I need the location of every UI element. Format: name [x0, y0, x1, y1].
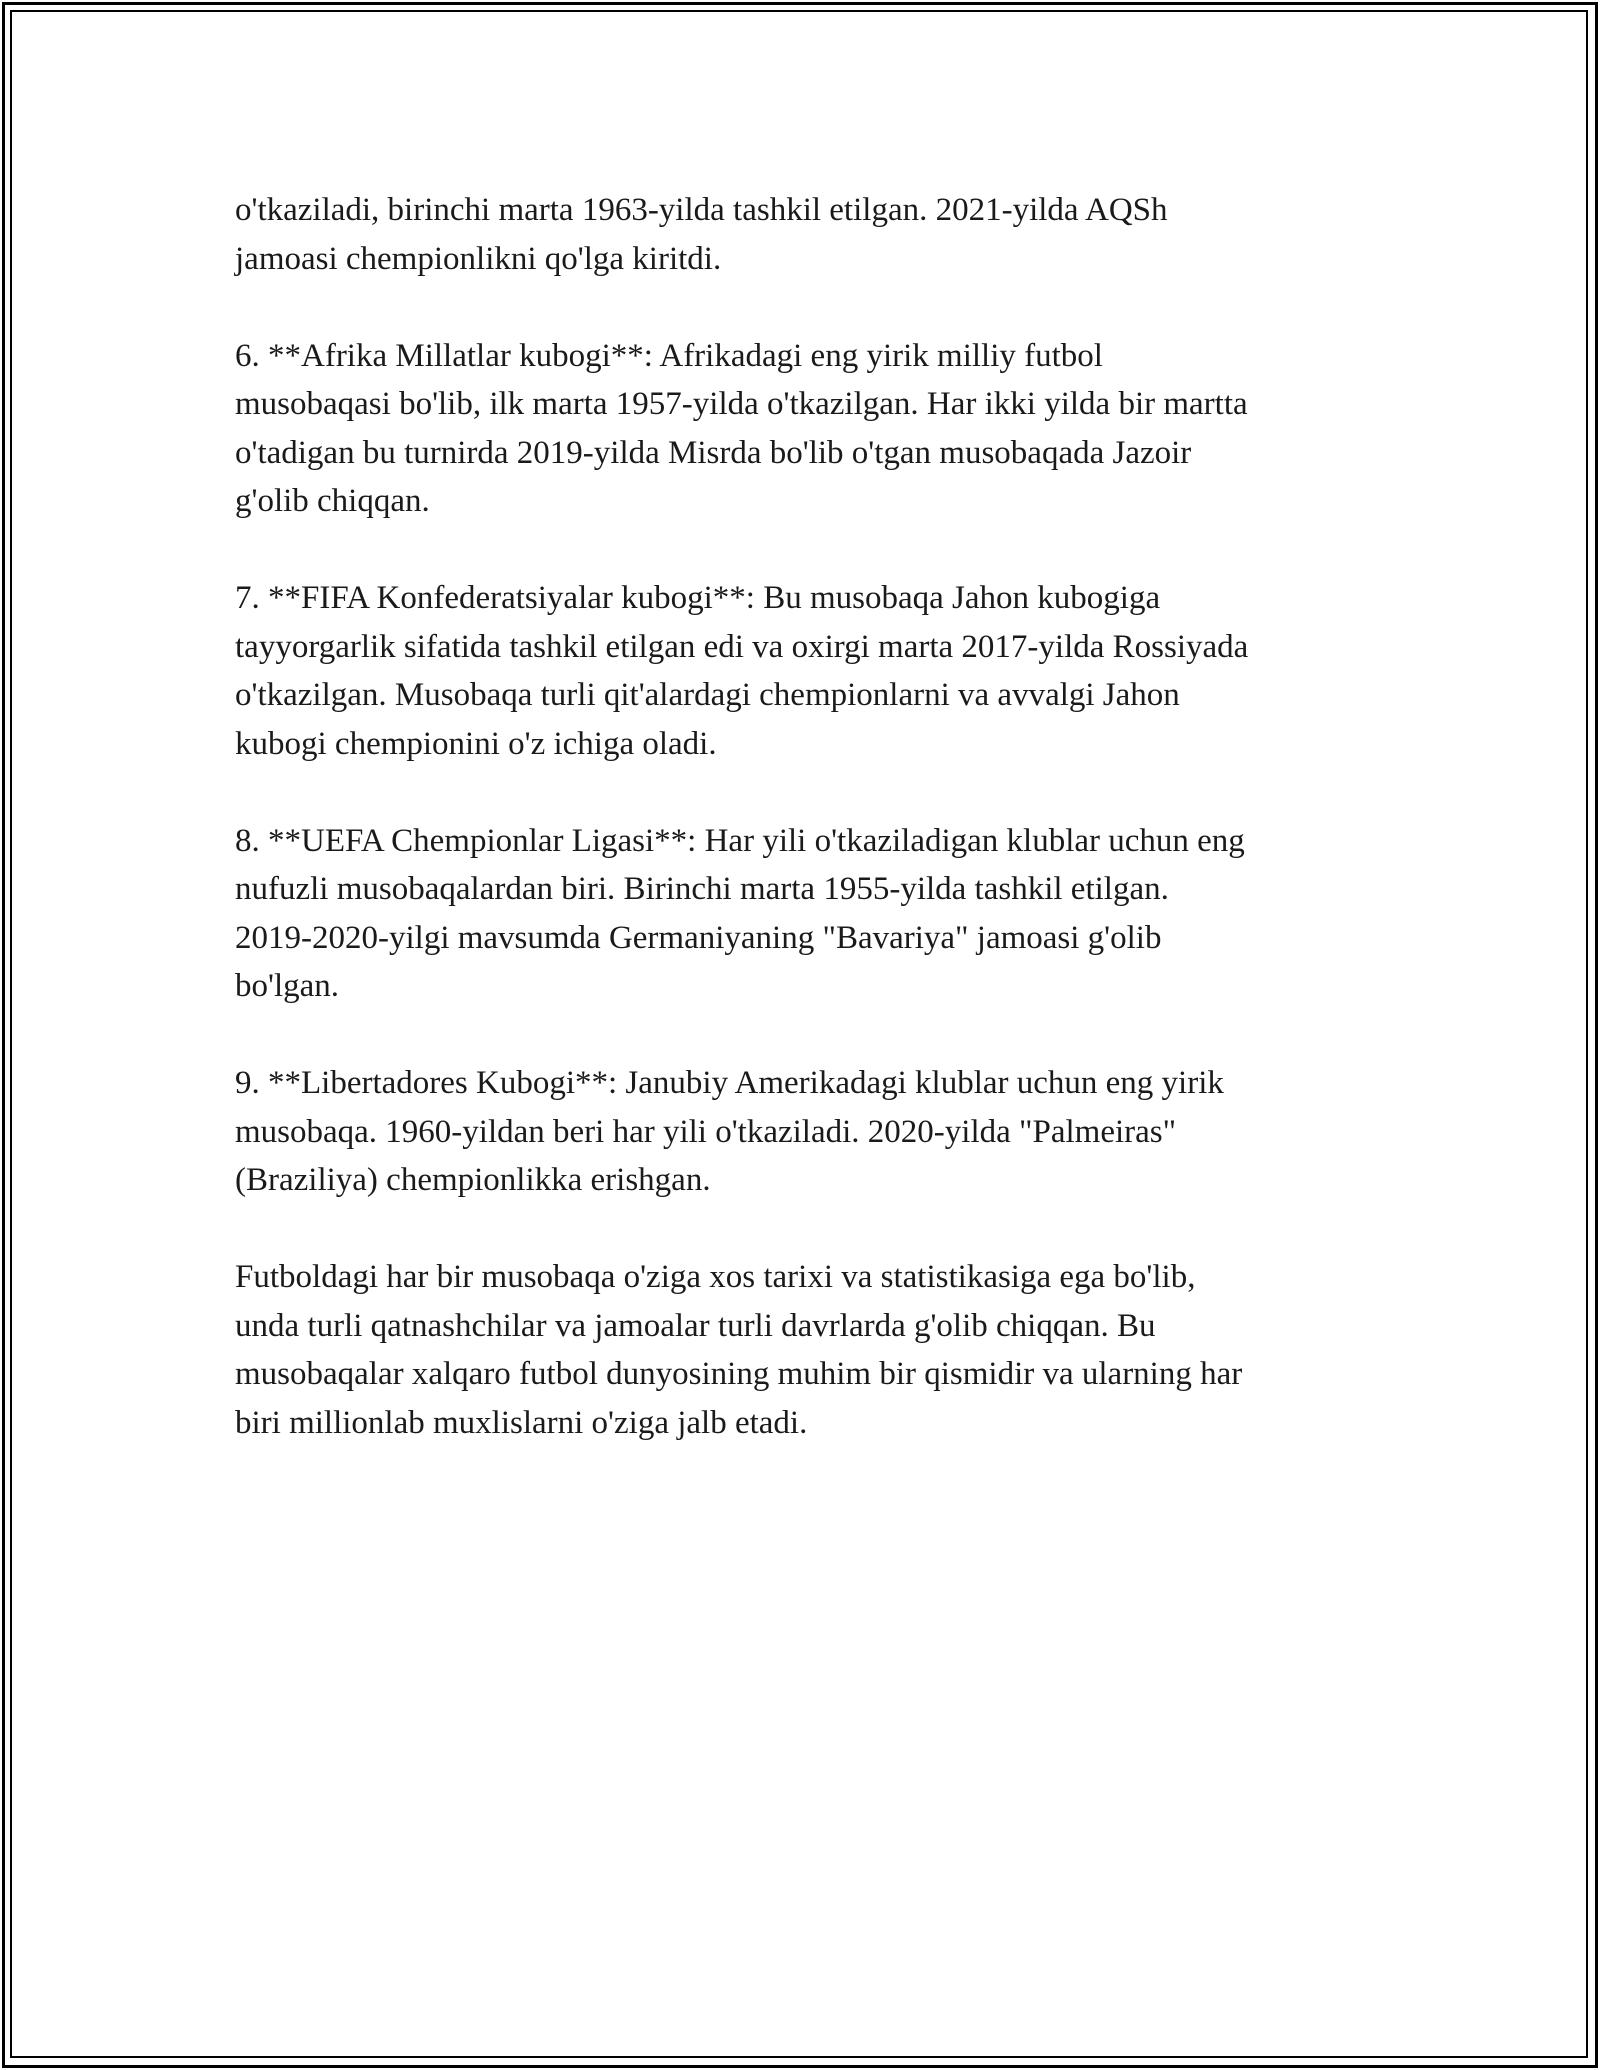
- text-line: biri millionlab muxlislarni o'ziga jalb etadi.: [235, 1404, 808, 1441]
- text-line: musobaqalar xalqaro futbol dunyosining muhim bir qismidir va ularning har: [235, 1356, 1243, 1392]
- paragraph-item-7: [235, 574, 1375, 768]
- text-line: bo'lgan.: [235, 968, 340, 1004]
- text-line: jamoasi chempionlikni qo'lga kiritdi.: [235, 240, 722, 277]
- text-line: 6. **Afrika Millatlar kubogi**: Afrikadagi eng yirik milliy futbol: [235, 337, 1103, 374]
- document-body: [235, 186, 1375, 1496]
- paragraph-conclusion: [235, 1253, 1375, 1447]
- text-line: o'tkazilgan. Musobaqa turli qit'alardagi chempionlarni va avvalgi Jahon: [235, 677, 1180, 713]
- text-line: o'tkaziladi, birinchi marta 1963-yilda tashkil etilgan. 2021-yilda AQSh: [235, 192, 1168, 228]
- paragraph-item-9: [235, 1059, 1375, 1205]
- text-line: kubogi chempionini o'z ichiga oladi.: [235, 725, 717, 762]
- text-line: nufuzli musobaqalardan biri. Birinchi marta 1955-yilda tashkil etilgan.: [235, 871, 1169, 907]
- text-line: musobaqa. 1960-yildan beri har yili o'tkaziladi. 2020-yilda "Palmeiras": [235, 1113, 1177, 1150]
- text-line: 8. **UEFA Chempionlar Ligasi**: Har yili o'tkaziladigan klublar uchun eng: [235, 822, 1245, 859]
- paragraph-us-cup-continuation: [235, 186, 1375, 283]
- text-line: o'tadigan bu turnirda 2019-yilda Misrda bo'lib o'tgan musobaqada Jazoir: [235, 434, 1192, 471]
- text-line: (Braziliya) chempionlikka erishgan.: [235, 1162, 711, 1198]
- text-line: tayyorgarlik sifatida tashkil etilgan edi va oxirgi marta 2017-yilda Rossiyada: [235, 628, 1249, 665]
- paragraph-item-8: [235, 817, 1375, 1011]
- text-line: unda turli qatnashchilar va jamoalar turli davrlarda g'olib chiqqan. Bu: [235, 1307, 1156, 1344]
- paragraph-item-6: [235, 332, 1375, 526]
- text-line: Futboldagi har bir musobaqa o'ziga xos tarixi va statistikasiga ega bo'lib,: [235, 1259, 1196, 1295]
- text-line: musobaqasi bo'lib, ilk marta 1957-yilda o'tkazilgan. Har ikki yilda bir martta: [235, 386, 1248, 422]
- text-line: 9. **Libertadores Kubogi**: Janubiy Amerikadagi klublar uchun eng yirik: [235, 1065, 1224, 1101]
- text-line: 7. **FIFA Konfederatsiyalar kubogi**: Bu musobaqa Jahon kubogiga: [235, 580, 1161, 616]
- text-line: g'olib chiqqan.: [235, 483, 430, 519]
- text-line: 2019-2020-yilgi mavsumda Germaniyaning "Bavariya" jamoasi g'olib: [235, 919, 1162, 956]
